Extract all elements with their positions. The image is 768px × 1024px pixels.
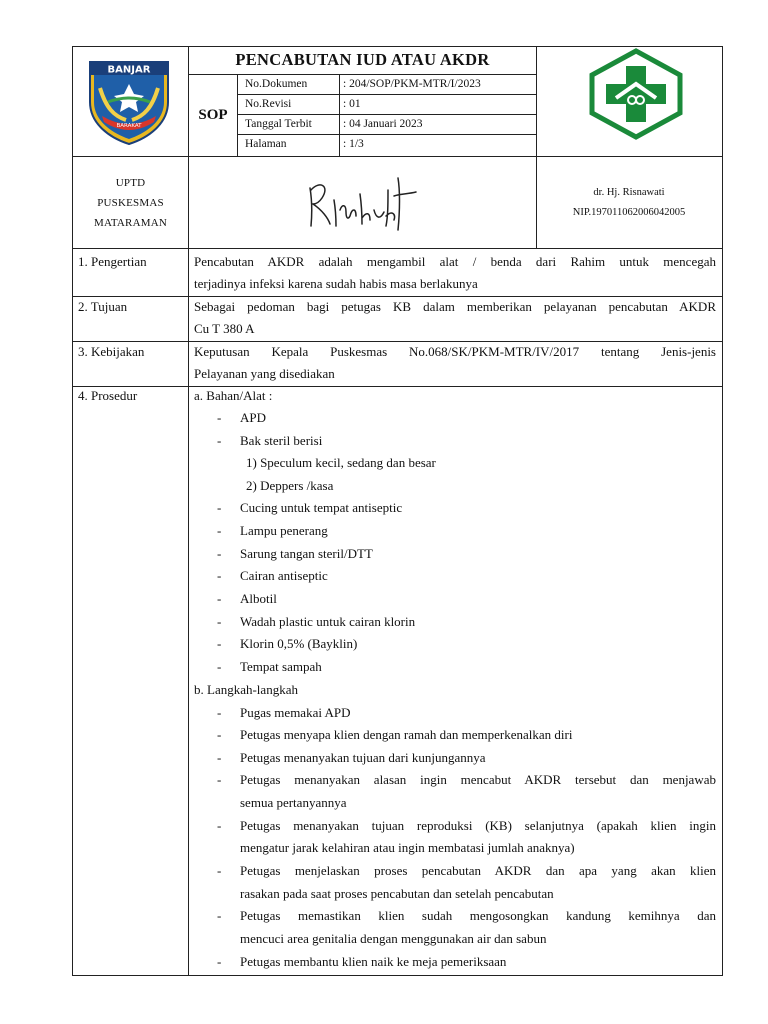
sub-list-item: 1) Speculum kecil, sedang dan besar	[246, 455, 436, 470]
step-item-line-2: semua pertanyannya	[240, 795, 347, 810]
list-item: Wadah plastic untuk cairan klorin	[240, 614, 416, 629]
document-title: PENCABUTAN IUD ATAU AKDR	[235, 50, 490, 69]
signer-block	[536, 157, 722, 248]
tujuan-line-1: Sebagai pedoman bagi petugas KB dalam memberikan pelayanan pencabutan AKDR	[194, 299, 716, 314]
step-item-line-2: mengatur jarak kelahiran atau ingin membatasi jumlah anaknya)	[240, 840, 575, 855]
table-row-divider	[72, 386, 723, 387]
handwritten-signature	[300, 160, 430, 240]
list-item: Bak steril berisi	[240, 433, 323, 448]
step-item-line-1: Petugas memastikan klien sudah mengosongkan kandung kemihnya dan	[240, 908, 716, 923]
institution-line-3: MATARAMAN	[93, 216, 168, 229]
header-divider	[339, 74, 340, 156]
section-label-prosedur: 4. Prosedur	[78, 388, 138, 403]
list-item: Klorin 0,5% (Bayklin)	[240, 636, 358, 651]
list-dash: -	[217, 614, 222, 629]
list-dash: -	[217, 591, 222, 606]
list-item: Albotil	[240, 591, 277, 606]
list-dash: -	[217, 433, 222, 448]
signer-nip: NIP.197011062006042005	[572, 206, 686, 218]
step-item-line-1: Petugas menanyakan alasan ingin mencabut AKDR tersebut dan menjawab	[240, 772, 716, 787]
step-item-line-1: Petugas menjelaskan proses pencabutan AKDR dan apa yang akan klien	[240, 863, 716, 878]
institution-line-1: UPTD	[115, 176, 146, 189]
kebijakan-line-2: Pelayanan yang disediakan	[194, 366, 335, 381]
list-dash: -	[217, 727, 222, 742]
table-column-divider	[188, 249, 189, 976]
meta-key-no-dokumen: No.Dokumen	[245, 78, 308, 90]
step-item-line-2: mencuci area genitalia dengan menggunakan air dan sabun	[240, 931, 547, 946]
tujuan-line-2: Cu T 380 A	[194, 321, 255, 336]
meta-value-halaman: : 1/3	[343, 138, 364, 150]
banjar-logo-text: BANJAR	[107, 64, 151, 76]
list-dash: -	[217, 523, 222, 538]
bahan-heading: a. Bahan/Alat :	[194, 388, 273, 403]
banjar-emblem-logo	[84, 58, 174, 146]
section-label-kebijakan: 3. Kebijakan	[78, 344, 145, 359]
list-dash: -	[217, 659, 222, 674]
header-divider	[237, 74, 238, 156]
list-dash: -	[217, 750, 222, 765]
sop-label: SOP	[198, 106, 228, 123]
meta-key-tanggal-terbit: Tanggal Terbit	[245, 118, 312, 130]
step-item-line-1: Petugas menanyakan tujuan reproduksi (KB) selanjutnya (apakah klien ingin	[240, 818, 716, 833]
meta-value-no-revisi: : 01	[343, 98, 361, 110]
signer-name: dr. Hj. Risnawati	[593, 186, 665, 198]
list-item: Sarung tangan steril/DTT	[240, 546, 373, 561]
list-dash: -	[217, 410, 222, 425]
step-item: Petugas membantu klien naik ke meja pemeriksaan	[240, 954, 507, 969]
list-dash: -	[217, 954, 222, 969]
step-item: Petugas menanyakan tujuan dari kunjungannya	[240, 750, 486, 765]
puskesmas-logo	[586, 48, 686, 140]
list-item: Lampu penerang	[240, 523, 328, 538]
list-item: Cucing untuk tempat antiseptic	[240, 500, 403, 515]
step-item-line-2: rasakan pada saat proses pencabutan dan setelah pencabutan	[240, 886, 554, 901]
step-item: Pugas memakai APD	[240, 705, 351, 720]
pengertian-line-1: Pencabutan AKDR adalah mengambil alat / benda dari Rahim untuk mencegah	[194, 254, 716, 269]
list-item: Cairan antiseptic	[240, 568, 328, 583]
list-dash: -	[217, 636, 222, 651]
list-dash: -	[217, 546, 222, 561]
list-dash: -	[217, 568, 222, 583]
section-label-pengertian: 1. Pengertian	[78, 254, 147, 269]
meta-value-no-dokumen: : 204/SOP/PKM-MTR/I/2023	[343, 78, 481, 90]
step-item: Petugas menyapa klien dengan ramah dan memperkenalkan diri	[240, 727, 573, 742]
list-item: APD	[240, 410, 267, 425]
langkah-heading: b. Langkah-langkah	[194, 682, 298, 697]
list-dash: -	[217, 500, 222, 515]
sub-list-item: 2) Deppers /kasa	[246, 478, 334, 493]
institution-name	[73, 157, 188, 248]
kebijakan-line-1: Keputusan Kepala Puskesmas No.068/SK/PKM-MTR/IV/2017 tentang Jenis-jenis	[194, 344, 716, 359]
institution-line-2: PUSKESMAS	[97, 196, 164, 209]
meta-value-tanggal-terbit: : 04 Januari 2023	[343, 118, 423, 130]
list-dash: -	[217, 705, 222, 720]
list-dash: -	[217, 863, 222, 878]
banjar-logo-ribbon-text: BARAKAT	[116, 123, 142, 129]
pengertian-line-2: terjadinya infeksi karena sudah habis masa berlakunya	[194, 276, 478, 291]
list-dash: -	[217, 818, 222, 833]
list-dash: -	[217, 908, 222, 923]
list-dash: -	[217, 772, 222, 787]
list-item: Tempat sampah	[240, 659, 322, 674]
section-label-tujuan: 2. Tujuan	[78, 299, 128, 314]
meta-key-halaman: Halaman	[245, 138, 287, 150]
meta-key-no-revisi: No.Revisi	[245, 98, 292, 110]
